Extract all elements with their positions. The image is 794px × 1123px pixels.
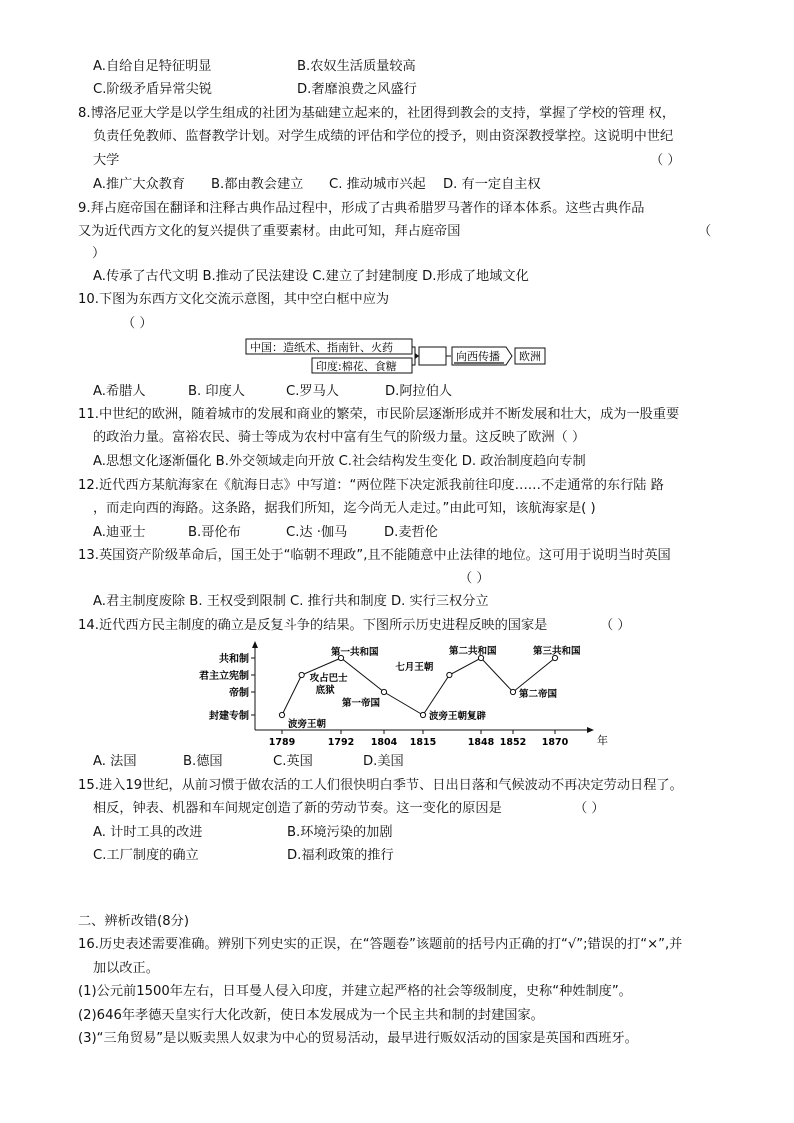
q9-options: A.传承了古代文明 B.推动了民法建设 C.建立了封建制度 D.形成了地域文化 (93, 269, 529, 284)
q9-line-2: 又为近代西方文化的复兴提供了重要素材。由此可知，拜占庭帝国 (78, 224, 461, 239)
q8-line-1: 8.博洛尼亚大学是以学生组成的社团为基础建立起来的，社团得到教会的支持，掌握了学校的管理 权， (78, 106, 676, 121)
q14-option-b: B.德国 (183, 754, 223, 769)
q8-option-c: C. 推动城市兴起 (329, 177, 426, 192)
data-label: 底狱 (315, 685, 335, 696)
data-label: 波旁王朝 (288, 719, 327, 730)
europe-label: 欧洲 (519, 350, 541, 363)
q15-option-c: C.工厂制度的确立 (93, 848, 199, 863)
data-label: 第二帝国 (519, 689, 558, 700)
q12-option-b: B.哥伦布 (188, 525, 241, 540)
section-2-title: 二、辨析改错(8分) (78, 914, 189, 929)
data-label: 攻占巴士 (309, 673, 348, 684)
y-tick-label: 君主立宪制 (199, 671, 249, 682)
india-label: 印度:棉花、食糖 (316, 360, 397, 373)
q15-answer-paren: （ ） (574, 801, 605, 816)
q12-option-d: D.麦哲伦 (384, 525, 438, 540)
data-point (420, 712, 425, 717)
data-point (510, 689, 515, 694)
y-axis-arrow (252, 641, 258, 648)
data-label: 第三共和国 (533, 646, 581, 657)
q14-answer-paren: （ ） (600, 618, 631, 633)
x-tick-label: 1789 (268, 737, 296, 748)
q14-line-1: 14.近代西方民主制度的确立是反复斗争的结果。下图所示历史进程反映的国家是 (78, 618, 548, 633)
q7-option-a: A.自给自足特征明显 (93, 59, 212, 74)
x-tick-label: 1848 (467, 737, 495, 748)
france-regime-chart (195, 640, 608, 748)
q12-line-2: ，而走向西的海路。这条路，据我们所知，迄今尚无人走过。”由此可知，该航海家是( ) (93, 501, 596, 516)
q9-paren-close: ） (92, 246, 106, 261)
q12-option-c: C.达 ·伽马 (286, 525, 348, 540)
q16-line-2: 加以改正。 (93, 961, 159, 976)
q7-option-d: D.奢靡浪费之风盛行 (297, 82, 417, 97)
q15-line-1: 15.进入19世纪，从前习惯于做农活的工人们很快明白季节、日出日落和气候波动不再决定劳动日程了。 (78, 778, 683, 793)
x-axis-unit: 年 (597, 734, 608, 747)
data-point (279, 712, 284, 717)
q14-option-a: A. 法国 (93, 754, 137, 769)
q10-option-d: D.阿拉伯人 (385, 384, 453, 399)
q8-line-3: 大学 (93, 153, 120, 168)
blank-box[interactable] (419, 347, 446, 365)
data-point (381, 689, 386, 694)
data-label: 七月王朝 (395, 662, 434, 673)
x-tick-label: 1804 (370, 737, 398, 748)
x-tick-label: 1815 (409, 737, 437, 748)
q9-line-1: 9.拜占庭帝国在翻译和注释古典作品过程中，形成了古典希腊罗马著作的译本体系。这些古典作品 (78, 201, 645, 216)
q15-option-b: B.环境污染的加剧 (287, 825, 393, 840)
q15-option-d: D.福利政策的推行 (287, 848, 394, 863)
q8-option-b: B.都由教会建立 (211, 177, 304, 192)
q16-item-3: (3)“三角贸易”是以贩卖黑人奴隶为中心的贸易活动，最早进行贩奴活动的国家是英国和西班牙。 (78, 1031, 638, 1046)
q8-answer-paren: （ ） (650, 153, 681, 168)
y-tick-label: 共和制 (219, 654, 249, 665)
q13-line-1: 13.英国资产阶级革命后，国王处于“临朝不理政”,且不能随意中止法律的地位。这可用于说明当时英国 (78, 548, 671, 563)
q8-option-d: D. 有一定自主权 (443, 177, 541, 192)
y-tick-label: 帝制 (229, 688, 249, 699)
q15-line-2: 相反，钟表、机器和车间规定创造了新的劳动节奏。这一变化的原因是 (93, 801, 502, 816)
q16-line-1: 16.历史表述需要准确。辨别下列史实的正误，在“答题卷”该题前的括号内正确的打“√”;错误的打“×”,并 (78, 937, 683, 952)
x-tick-label: 1792 (327, 737, 355, 748)
q7-option-c: C.阶级矛盾异常尖锐 (93, 82, 212, 97)
q10-option-b: B. 印度人 (188, 384, 245, 399)
china-label: 中国：造纸术、指南针、火药 (250, 341, 393, 354)
q12-line-1: 12.近代西方某航海家在《航海日志》中写道：“两位陛下决定派我前往印度……不走通常的东行陆 路 (78, 478, 664, 493)
q10-line-1: 10.下图为东西方文化交流示意图，其中空白框中应为 (78, 292, 390, 307)
q16-item-2: (2)646年孝德天皇实行大化改新，使日本发展成为一个民主共和制的封建国家。 (78, 1008, 544, 1023)
q9-paren-open: （ (698, 224, 712, 239)
q14-option-d: D.美国 (363, 754, 404, 769)
data-point (299, 672, 304, 677)
data-label: 第二共和国 (449, 646, 497, 657)
q13-options: A.君主制度废除 B. 王权受到限制 C. 推行共和制度 D. 实行三权分立 (93, 594, 489, 609)
west-label: 向西传播 (456, 350, 500, 363)
data-label: 波旁王朝复辟 (429, 711, 487, 722)
q11-line-2: 的政治力量。富裕农民、骑士等成为农村中富有生气的阶级力量。这反映了欧洲（ ） (93, 430, 586, 445)
q10-option-c: C.罗马人 (286, 384, 339, 399)
q16-item-1: (1)公元前1500年左右，日耳曼人侵入印度，并建立起严格的社会等级制度，史称“种姓制度”。 (78, 984, 632, 999)
q11-options: A.思想文化逐渐僵化 B.外交领域走向开放 C.社会结构发生变化 D. 政治制度趋向专制 (93, 454, 586, 469)
q15-option-a: A. 计时工具的改进 (93, 825, 203, 840)
q11-line-1: 11.中世纪的欧洲，随着城市的发展和商业的繁荣，市民阶层逐渐形成并不断发展和壮大，成为一股重要 (78, 407, 680, 422)
q7-option-b: B.农奴生活质量较高 (297, 59, 416, 74)
x-axis-arrow (587, 727, 594, 733)
q8-option-a: A.推广大众教育 (93, 177, 186, 192)
q10-option-a: A.希腊人 (93, 384, 146, 399)
q14-option-c: C.英国 (273, 754, 313, 769)
data-label: 第一帝国 (342, 698, 381, 709)
x-tick-label: 1852 (499, 737, 527, 748)
x-tick-label: 1870 (541, 737, 569, 748)
q10-answer-paren: （ ） (122, 316, 153, 331)
q12-option-a: A.迪亚士 (93, 525, 146, 540)
y-tick-label: 封建专制 (209, 711, 249, 722)
culture-exchange-diagram (240, 336, 550, 378)
data-point (447, 672, 452, 677)
data-label: 第一共和国 (331, 647, 379, 658)
q13-answer-paren: （ ） (459, 571, 490, 586)
q8-line-2: 负责任免教师、监督教学计划。对学生成绩的评估和学位的授予，则由资深教授掌控。这说明中世纪 (93, 129, 674, 144)
